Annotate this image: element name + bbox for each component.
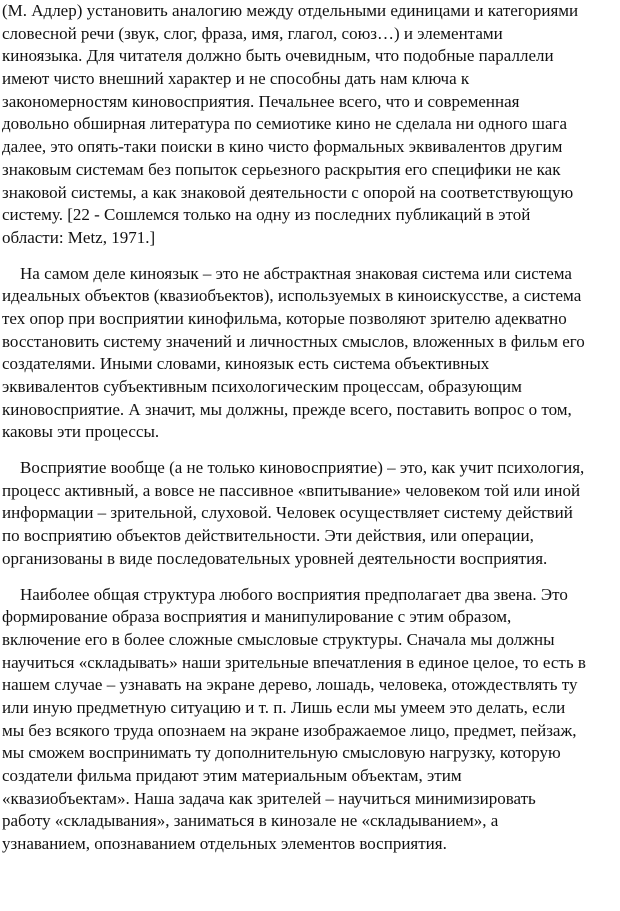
text-line: (М. Адлер) установить аналогию между отдельными единицами и категориями — [2, 1, 579, 20]
text-line: киноязыка. Для читателя должно быть очевидным, что подобные параллели — [2, 46, 554, 66]
paragraph-3 — [2, 457, 618, 570]
text-line: процесс активный, а вовсе не пассивное «впитывание» человеком той или иной — [2, 480, 581, 500]
text-line: словесной речи (звук, слог, фраза, имя, глагол, союз…) и элементами — [2, 23, 503, 43]
text-line: или иную предметную ситуацию и т. п. Лишь если мы умеем это делать, если — [2, 697, 566, 717]
text-line: восстановить систему значений и личностных смыслов, вложенных в фильм его — [2, 331, 585, 351]
paragraph-4 — [2, 584, 618, 856]
paragraph-1 — [2, 0, 618, 250]
text-line: научиться «складывать» наши зрительные впечатления в единое целое, то есть в — [2, 652, 586, 672]
text-line: нашем случае – узнавать на экране дерево, лошадь, человека, отождествлять ту — [2, 675, 578, 695]
text-line: далее, это опять-таки поиски в кино чисто формальных эквивалентов другим — [2, 137, 563, 157]
text-line: закономерностям киновосприятия. Печальнее всего, что и современная — [2, 91, 520, 111]
text-line: «квазиобъектам». Наша задача как зрителей – научиться минимизировать — [2, 788, 536, 808]
text-line: мы сможем воспринимать ту дополнительную смысловую нагрузку, которую — [2, 743, 561, 763]
text-line: формирование образа восприятия и манипулирование с этим образом, — [2, 607, 512, 627]
text-line: включение его в более сложные смысловые структуры. Сначала мы должны — [2, 629, 555, 649]
text-line: систему. [22 - Сошлемся только на одну из последних публикаций в этой — [2, 205, 531, 225]
text-line: каковы эти процессы. — [2, 422, 160, 442]
text-line: мы без всякого труда опознаем на экране изображаемое лицо, предмет, пейзаж, — [2, 720, 577, 740]
text-line: На самом деле киноязык – это не абстрактная знаковая система или система — [20, 263, 572, 283]
text-line: тех опор при восприятии кинофильма, которые позволяют зрителю адекватно — [2, 308, 567, 328]
text-line: Восприятие вообще (а не только киновосприятие) – это, как учит психология, — [20, 458, 585, 478]
text-line: идеальных объектов (квазиобъектов), используемых в киноискусстве, а система — [2, 286, 582, 306]
text-line: по восприятию объектов действительности. Эти действия, или операции, — [2, 526, 534, 546]
text-line: организованы в виде последовательных уровней деятельности восприятия. — [2, 548, 548, 568]
text-line: области: Metz, 1971.] — [2, 227, 156, 247]
text-line: информации – зрительной, слуховой. Человек осуществляет систему действий — [2, 503, 573, 523]
text-line: знаковой системы, а как знаковой деятельности с опорой на соответствующую — [2, 182, 574, 202]
text-line: эквивалентов субъективным психологическим процессам, образующим — [2, 377, 522, 396]
text-line: довольно обширная литература по семиотике кино не сделала ни одного шага — [2, 114, 568, 134]
text-line: работу «складывания», заниматься в кинозале не «складыванием», а — [2, 811, 499, 831]
text-line: Наиболее общая структура любого восприятия предполагает два звена. Это — [20, 584, 568, 604]
text-line: создатели фильма придают этим материальным объектам, этим — [2, 766, 462, 785]
text-line: создателями. Иными словами, киноязык есть система объективных — [2, 354, 490, 374]
text-line: имеют чисто внешний характер и не способны дать нам ключа к — [2, 69, 470, 89]
text-line: знаковым системам без попыток серьезного раскрытия его специфики не как — [2, 159, 561, 179]
text-line: киновосприятие. А значит, мы должны, прежде всего, поставить вопрос о том, — [2, 399, 572, 419]
text-line: узнаванием, опознаванием отдельных элементов восприятия. — [2, 834, 447, 854]
paragraph-2 — [2, 263, 618, 445]
